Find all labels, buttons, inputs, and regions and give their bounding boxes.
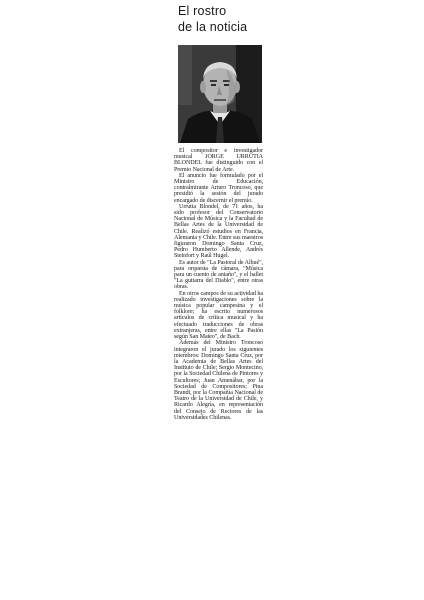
article-body bbox=[174, 148, 263, 421]
article-paragraph: El anuncio fue formulado por el Ministro de Educación, contralmirante Arturo Troncoso, que presidió la sesión del jurado encargado de discernir el premio. bbox=[174, 172, 263, 204]
article-paragraph: Urrutia Blondel, de 71 años, ha sido profesor del Conservatorio Nacional de Música y la Facultad de Bellas Artes de la Universidad de Chile. Realizó estudios en Francia, Alemania y Chile. Entre sus maestros figuraron Domingo Santa Cruz, Pedro Humberto Allende, Andrés Steinfort y Raúl Hugel. bbox=[174, 203, 263, 260]
headline-line-2: de la noticia bbox=[178, 20, 248, 34]
headline bbox=[178, 3, 263, 35]
article-paragraph: El compositor e investigador musical JORGE URRUTIA BLONDEL fue distinguido con el Premio Nacional de Arte. bbox=[174, 148, 263, 173]
article-paragraph: En otros campos de su actividad ha realizado investigaciones sobre la música popular campesina y el folklore; ha escrito numerosos artículos de crítica musical y ha efectuado traducciones de obras extranjeras, entre ellas "La Pasión según San Mateo", de Bach. bbox=[174, 290, 263, 341]
article-paragraph: Es autor de "La Pastoral de Alhué", para orquesta de cámara, "Música para un cuento de antaño", y el ballet "La guitarra del Diablo", entre otras obras. bbox=[174, 259, 263, 291]
article-paragraph: Además del Ministro Troncoso integraron el jurado los siguientes miembros: Domingo Santa Cruz, por la Academia de Bellas Artes del Instituto de Chile; Sergio Montecino, por la Sociedad Chilena de Pintores y Escultores; Juan Amenábar, por la Sociedad de Compositores; Pina Brandt, por la Compañía Nacional de Teatro de la Universidad de Chile, y Ricardo Alegría, en representación del Consejo de Rectores de las Universidades Chilenas. bbox=[174, 340, 263, 421]
portrait-image bbox=[178, 45, 262, 143]
portrait-photo bbox=[178, 45, 262, 143]
newspaper-clipping bbox=[170, 0, 263, 600]
headline-line-1: El rostro bbox=[178, 4, 227, 18]
